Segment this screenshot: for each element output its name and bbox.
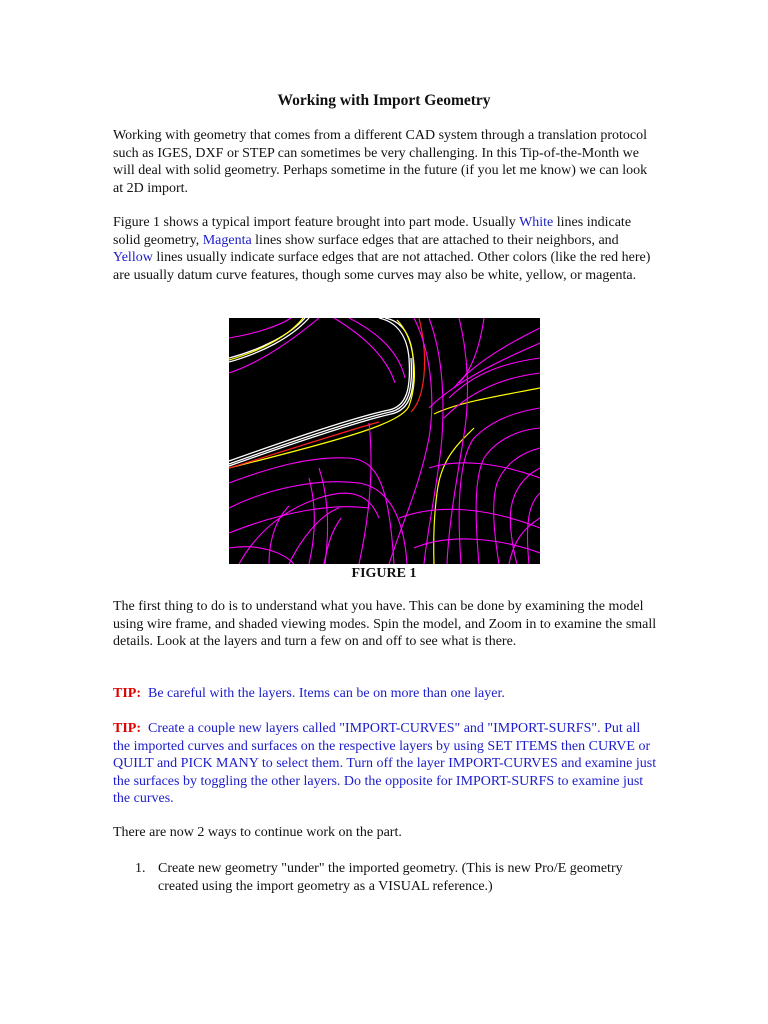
list-number: 1. [135, 861, 146, 876]
document-title: Working with Import Geometry [277, 92, 491, 109]
wireframe-geometry-image [229, 318, 540, 564]
color-word-magenta: Magenta [202, 232, 252, 248]
figure-description-paragraph [113, 214, 658, 284]
color-word-white: White [519, 215, 554, 230]
tip-text: Create a couple new layers called "IMPORT-CURVES" and "IMPORT-SURFS". Put all the imported curves and surfaces on the respective layers by using SET ITEMS then CURVE or QUILT and PICK MANY to select them. Turn off the layer IMPORT-CURVES and examine just the surfaces by toggling the other layers. Do the opposite for IMPORT-SURFS to examine just the curves. [113, 721, 657, 807]
tip-label: TIP: [113, 686, 141, 701]
tip-layers [113, 685, 658, 703]
tip-label: TIP: [113, 721, 141, 736]
text-run: lines show surface edges that are attached to their neighbors, and [251, 232, 619, 248]
color-word-yellow: Yellow [113, 250, 153, 266]
understanding-paragraph: The first thing to do is to understand what you have. This can be done by examining the model using wire frame, and shaded viewing modes. Spin the model, and Zoom in to examine the small details. Look at the layers and turn a few on and off to see what is there. [113, 599, 657, 650]
tip-text: Be careful with the layers. Items can be on more than one layer. [148, 686, 505, 701]
intro-paragraph: Working with geometry that comes from a different CAD system through a translation protocol such as IGES, DXF or STEP can sometimes be very challenging. In this Tip-of-the-Month we will deal with solid geometry. Perhaps sometime in the future (if you let me know) we can look at 2D import. [113, 128, 648, 196]
list-text: Create new geometry "under" the imported geometry. (This is new Pro/E geometry created using the import geometry as a VISUAL reference.) [158, 861, 623, 894]
text-run: lines indicate solid geometry, [113, 215, 632, 248]
tip-import-layers [113, 720, 658, 808]
text-run: Figure 1 shows a typical import feature brought into part mode. Usually [113, 215, 520, 230]
figure-1-image [229, 318, 540, 564]
ways-paragraph: There are now 2 ways to continue work on the part. [113, 825, 402, 840]
figure-caption: FIGURE 1 [351, 566, 417, 581]
text-run: lines usually indicate surface edges that are not attached. Other colors (like the red here) are usually datum curve features, though some curves may also be white, yellow, or magenta. [113, 250, 651, 283]
